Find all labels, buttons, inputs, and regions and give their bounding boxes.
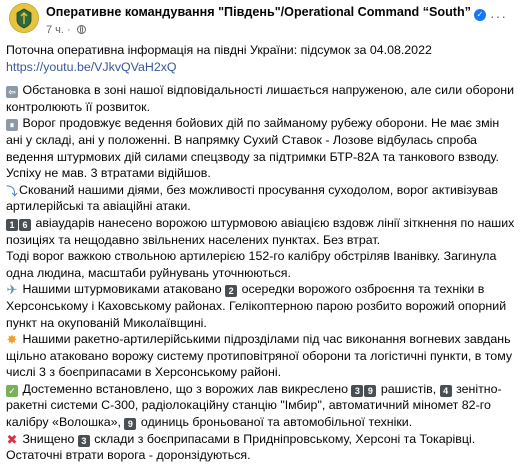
pause-icon: ⏸ xyxy=(6,119,18,131)
check-mark-icon: ✓ xyxy=(6,385,18,397)
page-name[interactable]: Оперативне командування "Південь"/Operational Command “South” xyxy=(46,5,471,19)
more-options-button[interactable]: ··· xyxy=(490,8,507,24)
post-intro: Поточна оперативна інформація на півдні України: підсумок за 04.08.2022 xyxy=(6,43,432,57)
paragraph-artillery: Тоді ворог важкою ствольною артилерією 152-го калібру обстріляв Іванівку. Загинула одна людина, масштаби руйнувань уточнюються. xyxy=(6,249,497,280)
post-text xyxy=(6,42,517,464)
number-9-icon: 9 xyxy=(124,418,136,430)
paragraph-airstrikes: 1 6 авіаударів нанесено ворожою штурмовою авіацією вздовж лінії зіткнення по наших позиціях та нещодавно звільнених населених пунктах. Без втрат. xyxy=(6,215,515,247)
number-9-icon: 9 xyxy=(364,385,376,397)
post-header xyxy=(6,0,517,42)
paragraph-attacks: ⤵ Скований нашими діями, без можливості просування суходолом, ворог активізував артилерійські та авіаційні атаки. xyxy=(6,182,498,214)
zigzag-arrow-icon: ⤵ xyxy=(6,185,18,198)
page-name-link[interactable] xyxy=(46,4,486,21)
paragraph-enemy: ⏸ Ворог продовжує ведення бойових дій по займаному рубежу оборони. Не має змін ані у складі, ані у положенні. В напрямку Сухий Ставок - Лозове відбулась спроба ведення штурмових дій силами спецзводу за підтримки БТР-82А та танкового взводу. Успіху не мав. 3 втратами відійшов. xyxy=(6,116,500,181)
number-3-icon: 3 xyxy=(78,435,90,447)
number-6-icon: 6 xyxy=(19,219,31,231)
verified-badge-icon: ✓ xyxy=(474,9,486,21)
youtube-link[interactable]: https://youtu.be/VJkvQVaH2xQ xyxy=(6,59,177,74)
number-1-icon: 1 xyxy=(6,219,18,231)
paragraph-missile-artillery: ✸ Нашими ракетно-артилерійськими підрозділами під час виконання вогневих завдань щільно атаковано ворожу систему протиповітряної оборони та логістичні пункти, в тому числі 3 з боєприпасами в Херсонському районі. xyxy=(6,332,513,380)
number-2-icon: 2 xyxy=(225,285,237,297)
number-4-icon: 4 xyxy=(440,385,452,397)
cross-mark-icon: ✖ xyxy=(6,431,18,447)
paragraph-destroyed: ✖ Знищено 3 склади з боєприпасами в Придніпровському, Херсоні та Токарівці. xyxy=(6,431,476,447)
paragraph-assault-aviation: ✈ Нашими штурмовиками атаковано 2 осередки ворожого озброєння та техніки в Херсонському і Каховському районах. Гелікоптерною парою розбито ворожий опорний пункт на окупованій Миколаївщині. xyxy=(6,282,507,330)
explosion-icon: ✸ xyxy=(6,332,18,348)
post-time[interactable]: 7 ч. xyxy=(46,24,64,36)
paragraph-final: Остаточні втрати ворога - доронзідуються. xyxy=(6,448,251,463)
airplane-icon: ✈ xyxy=(6,282,18,298)
emblem-icon xyxy=(10,4,38,32)
post-meta: 7 ч. · xyxy=(46,22,86,39)
paragraph-losses: ✓ Достеменно встановлено, що з ворожих лав викреслено 3 9 рашистів, 4 зенітно-ракетні системи С-300, радіолокаційну станцію "Імбир", автоматичний міномет 82-го калібру «Волошка», 9 одиниць броньованої та автомобільної техніки. xyxy=(6,381,502,430)
paragraph-situation: ⇦ Обстановка в зоні нашої відповідальності лишається напруженою, але сили оборони контролюють її розвиток. xyxy=(6,83,515,114)
globe-icon xyxy=(77,25,86,34)
page-avatar[interactable] xyxy=(9,3,39,33)
number-3-icon: 3 xyxy=(351,385,363,397)
back-arrow-icon: ⇦ xyxy=(6,86,18,98)
